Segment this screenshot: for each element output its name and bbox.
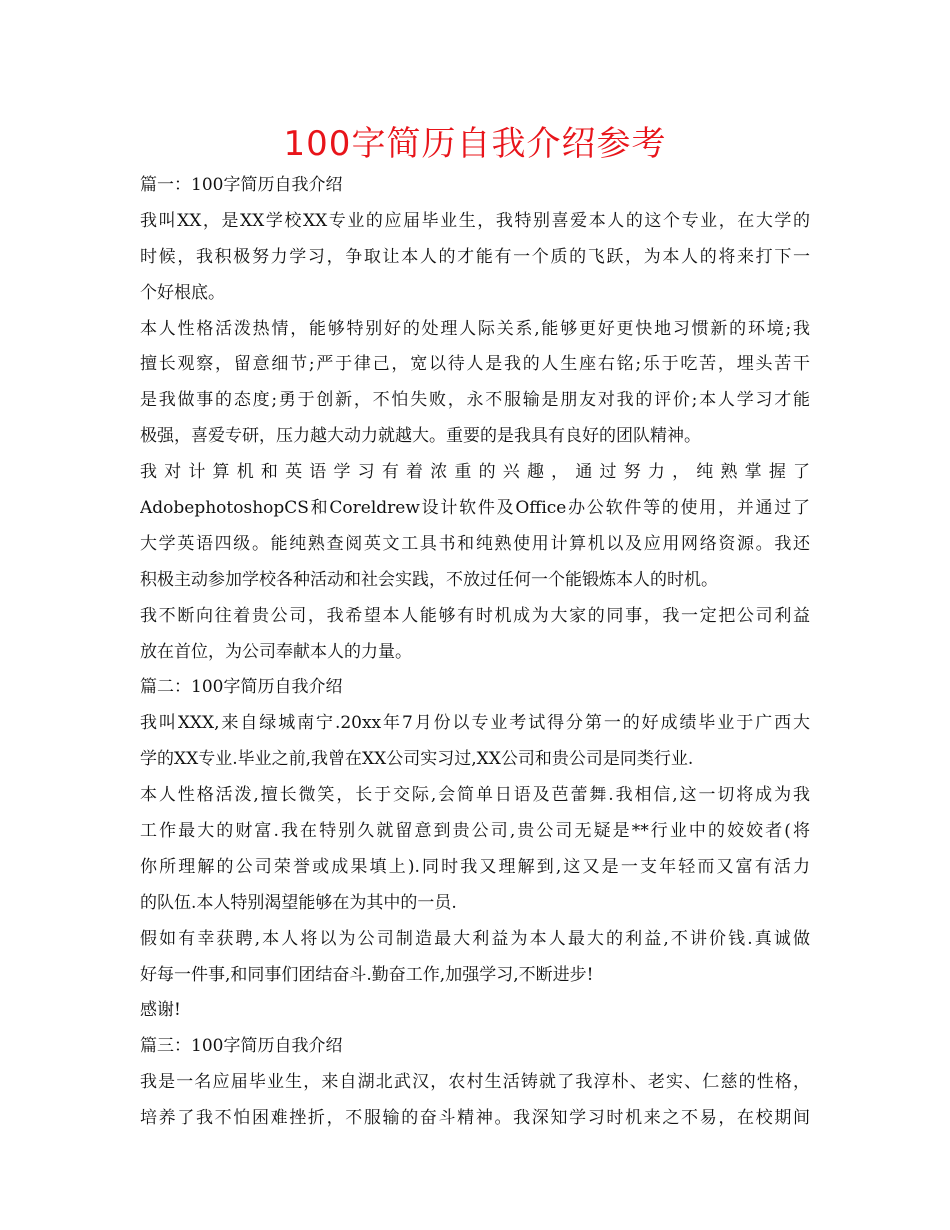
body-text-line: 擅长观察，留意细节;严于律己，宽以待人是我的人生座右铭;乐于吃苦，埋头苦干 — [140, 354, 810, 375]
body-text-line: 我是一名应届毕业生，来自湖北武汉，农村生活铸就了我淳朴、老实、仁慈的性格， — [140, 1072, 810, 1093]
body-text-line: 好每一件事,和同事们团结奋斗.勤奋工作,加强学习,不断进步! — [140, 964, 594, 985]
body-text-line: 个好根底。 — [140, 282, 225, 303]
section-heading: 篇三：100字简历自我介绍 — [140, 1036, 343, 1057]
body-text-line: 培养了我不怕困难挫折，不服输的奋斗精神。我深知学习时机来之不易，在校期间 — [140, 1108, 810, 1129]
body-text-line: 本人性格活泼热情，能够特别好的处理人际关系,能够更好更快地习惯新的环境;我 — [140, 318, 810, 339]
body-text-line: AdobephotoshopCS和Coreldrew设计软件及Office办公软件等的使用，并通过了 — [140, 498, 810, 519]
body-text-line: 是我做事的态度;勇于创新，不怕失败，永不服输是朋友对我的评价;本人学习才能 — [140, 390, 810, 411]
body-text-line: 极强，喜爱专研，压力越大动力就越大。重要的是我具有良好的团队精神。 — [140, 426, 701, 447]
body-text-line: 积极主动参加学校各种活动和社会实践，不放过任何一个能锻炼本人的时机。 — [140, 569, 718, 590]
body-text-line: 感谢! — [140, 1000, 181, 1021]
document-title: 100字简历自我介绍参考 — [283, 124, 667, 164]
document-body — [140, 168, 810, 1137]
body-text-line: 本人性格活泼,擅长微笑，长于交际,会简单日语及芭蕾舞.我相信,这一切将成为我 — [140, 785, 810, 806]
body-text-line: 我叫XX，是XX学校XX专业的应届毕业生，我特别喜爱本人的这个专业，在大学的 — [140, 210, 810, 231]
body-text-line: 学的XX专业.毕业之前,我曾在XX公司实习过,XX公司和贵公司是同类行业. — [140, 749, 694, 770]
body-text-line: 工作最大的财富.我在特别久就留意到贵公司,贵公司无疑是**行业中的姣姣者(将 — [140, 821, 810, 842]
section-heading: 篇一：100字简历自我介绍 — [140, 175, 343, 195]
body-text-line: 大学英语四级。能纯熟查阅英文工具书和纯熟使用计算机以及应用网络资源。我还 — [140, 533, 810, 554]
section-heading: 篇二：100字简历自我介绍 — [140, 677, 343, 698]
body-text-line: 我叫XXX,来自绿城南宁.20xx年7月份以专业考试得分第一的好成绩毕业于广西大 — [140, 713, 810, 734]
body-text-line: 我不断向往着贵公司，我希望本人能够有时机成为大家的同事，我一定把公司利益 — [140, 605, 810, 626]
body-text-line: 的队伍.本人特别渴望能够在为其中的一员. — [140, 892, 457, 913]
body-text-line: 假如有幸获聘,本人将以为公司制造最大利益为本人最大的利益,不讲价钱.真诚做 — [140, 928, 810, 949]
body-text-line: 你所理解的公司荣誉或成果填上).同时我又理解到,这又是一支年轻而又富有活力 — [140, 856, 810, 877]
body-text-line: 我对计算机和英语学习有着浓重的兴趣，通过努力，纯熟掌握了 — [140, 462, 810, 483]
body-text-line: 放在首位，为公司奉献本人的力量。 — [140, 641, 412, 662]
body-text-line: 时候，我积极努力学习，争取让本人的才能有一个质的飞跃，为本人的将来打下一 — [140, 246, 810, 267]
